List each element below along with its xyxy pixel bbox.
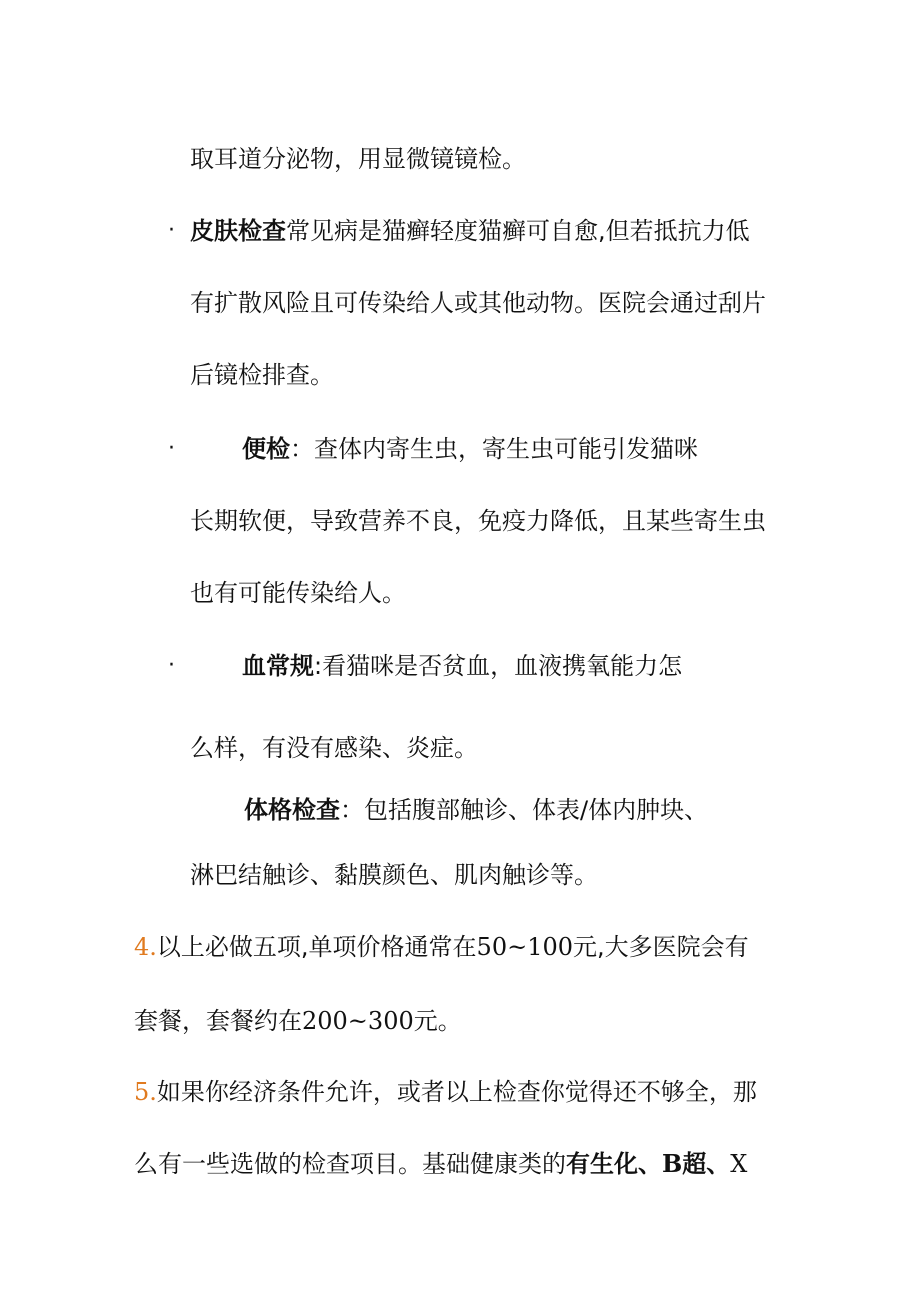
stool-exam-line-1 — [242, 434, 698, 464]
ear-exam-text — [190, 144, 526, 174]
blood-exam-text: :看猫咪是否贫血，血液携氧能力怎 — [314, 652, 683, 680]
item-5-number: 5. — [134, 1078, 157, 1106]
stool-exam-line-3: 也有可能传染给人。 — [190, 579, 406, 607]
physical-exam-line-2: 淋巴结触诊、黏膜颜色、肌肉触诊等。 — [190, 861, 598, 889]
item-4-line-2 — [134, 1006, 462, 1036]
bullet-dot: · — [168, 653, 175, 678]
skin-exam-line-2: 有扩散风险且可传染给人或其他动物。医院会通过刮片 — [190, 289, 766, 317]
item-4-text-e: 元。 — [413, 1007, 462, 1035]
item-5-text: 如果你经济条件允许，或者以上检查你觉得还不够全，那 — [156, 1078, 757, 1106]
item-5-line-2 — [134, 1149, 747, 1179]
skin-exam-title: 皮肤检查 — [190, 217, 286, 245]
item-4-package-price: 200~300 — [302, 1007, 414, 1035]
skin-exam-line-3: 后镜检排查。 — [190, 361, 334, 389]
item-5-x: X — [730, 1150, 748, 1178]
physical-exam-text: ：包括腹部触诊、体表/体内肿块、 — [340, 796, 709, 824]
blood-exam-title: 血常规 — [242, 652, 314, 680]
item-5-text-a: 么有一些选做的检查项目。基础健康类的 — [134, 1150, 566, 1178]
blood-exam-line-1 — [242, 651, 682, 681]
item-4-price-range: 50~100 — [476, 933, 574, 961]
ear-exam-line: 取耳道分泌物，用显微镜镜检。 — [190, 145, 526, 173]
skin-exam-text: 常见病是猫癣轻度猫癣可自愈,但若抵抗力低 — [286, 217, 750, 245]
item-5-line-1 — [134, 1077, 757, 1107]
skin-exam-line-1 — [190, 216, 750, 246]
item-4-text-a: 以上必做五项,单项价格通常在 — [156, 933, 477, 961]
item-4-text-d: 套餐，套餐约在 — [134, 1007, 302, 1035]
stool-exam-text: ：查体内寄生虫，寄生虫可能引发猫咪 — [290, 435, 698, 463]
item-5-bold-b: B — [662, 1149, 683, 1178]
stool-exam-title: 便检 — [242, 435, 290, 463]
item-4-line-1 — [134, 932, 749, 962]
physical-exam-line-1 — [244, 795, 708, 825]
physical-exam-title: 体格检查 — [244, 796, 340, 824]
item-4-number: 4. — [134, 933, 157, 961]
stool-exam-line-2: 长期软便，导致营养不良，免疫力降低，且某些寄生虫 — [190, 507, 766, 535]
bullet-dot: · — [168, 436, 175, 461]
item-5-bold-biochem: 有生化、 — [566, 1150, 662, 1178]
blood-exam-line-2: 么样，有没有感染、炎症。 — [190, 734, 478, 762]
bullet-dot: · — [168, 218, 175, 243]
item-5-bold-ultrasound: 超、 — [682, 1150, 731, 1178]
item-4-text-c: 元,大多医院会有 — [573, 933, 749, 961]
